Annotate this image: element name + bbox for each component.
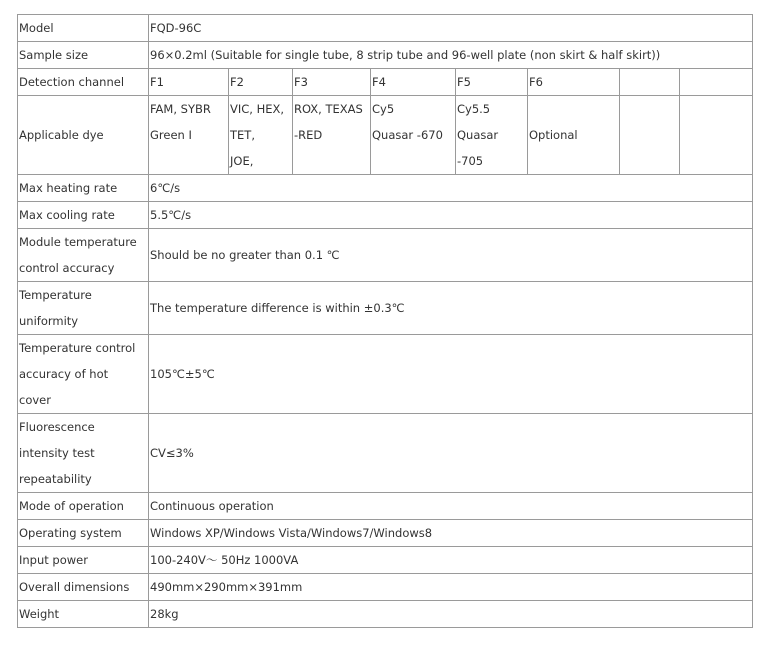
row-label: Applicable dye xyxy=(18,96,149,175)
row-value: FQD-96C xyxy=(149,15,753,42)
dye-f3-line-1: ROX, TEXAS xyxy=(294,102,363,116)
dye-empty-2 xyxy=(680,96,753,175)
table-row-max-heating-rate xyxy=(18,175,753,202)
row-value: CV≤3% xyxy=(149,414,753,493)
dye-f5-line-3: -705 xyxy=(457,154,484,168)
row-value: Continuous operation xyxy=(149,493,753,520)
dye-f4 xyxy=(371,96,456,175)
table-row-input-power xyxy=(18,547,753,574)
table-row-sample-size xyxy=(18,42,753,69)
dye-f2-line-1: VIC, HEX, xyxy=(230,102,285,116)
row-value: 28kg xyxy=(149,601,753,628)
dye-f1 xyxy=(149,96,229,175)
row-value: 5.5℃/s xyxy=(149,202,753,229)
dye-f4-line-1: Cy5 xyxy=(372,102,395,116)
dye-f2-line-2: TET, xyxy=(230,128,255,142)
row-label xyxy=(18,414,149,493)
row-label-line-1: Module temperature xyxy=(19,235,137,249)
row-label-line-1: Temperature control xyxy=(19,341,136,355)
dye-f1-line-2: Green I xyxy=(150,128,192,142)
row-label-line-1: Temperature xyxy=(19,288,92,302)
table-row-mode-of-operation xyxy=(18,493,753,520)
row-label-line-3: repeatability xyxy=(19,472,92,486)
row-label xyxy=(18,335,149,414)
row-label-line-1: Fluorescence xyxy=(19,420,95,434)
channel-empty-1 xyxy=(620,69,680,96)
row-label-line-2: control accuracy xyxy=(19,261,115,275)
dye-f5-line-1: Cy5.5 xyxy=(457,102,491,116)
row-label: Max heating rate xyxy=(18,175,149,202)
table-row-temperature-uniformity xyxy=(18,282,753,335)
channel-f6: F6 xyxy=(528,69,620,96)
row-label: Model xyxy=(18,15,149,42)
row-label xyxy=(18,282,149,335)
channel-empty-2 xyxy=(680,69,753,96)
row-label: Weight xyxy=(18,601,149,628)
dye-f2 xyxy=(229,96,293,175)
row-label: Max cooling rate xyxy=(18,202,149,229)
dye-f3 xyxy=(293,96,371,175)
row-label: Overall dimensions xyxy=(18,574,149,601)
row-value: 490mm×290mm×391mm xyxy=(149,574,753,601)
channel-f2: F2 xyxy=(229,69,293,96)
dye-f6: Optional xyxy=(528,96,620,175)
row-label-line-3: cover xyxy=(19,393,51,407)
row-label: Sample size xyxy=(18,42,149,69)
table-row-applicable-dye xyxy=(18,96,753,175)
table-row-detection-channel xyxy=(18,69,753,96)
table-row-module-temperature-accuracy xyxy=(18,229,753,282)
table-row-max-cooling-rate xyxy=(18,202,753,229)
row-label xyxy=(18,229,149,282)
row-value: Should be no greater than 0.1 ℃ xyxy=(149,229,753,282)
table-row-model xyxy=(18,15,753,42)
dye-f5-line-2: Quasar xyxy=(457,128,499,142)
row-label: Input power xyxy=(18,547,149,574)
row-label-line-2: accuracy of hot xyxy=(19,367,109,381)
row-value: 100-240V～ 50Hz 1000VA xyxy=(149,547,753,574)
row-label: Detection channel xyxy=(18,69,149,96)
table-row-weight xyxy=(18,601,753,628)
table-row-hot-cover-accuracy xyxy=(18,335,753,414)
row-value: 105℃±5℃ xyxy=(149,335,753,414)
row-value: Windows XP/Windows Vista/Windows7/Windows8 xyxy=(149,520,753,547)
channel-f4: F4 xyxy=(371,69,456,96)
table-row-operating-system xyxy=(18,520,753,547)
dye-f3-line-2: -RED xyxy=(294,128,323,142)
dye-f1-line-1: FAM, SYBR xyxy=(150,102,211,116)
channel-f1: F1 xyxy=(149,69,229,96)
dye-f4-line-2: Quasar -670 xyxy=(372,128,443,142)
row-value: The temperature difference is within ±0.3℃ xyxy=(149,282,753,335)
specification-table xyxy=(17,14,753,628)
table-row-overall-dimensions xyxy=(18,574,753,601)
row-value: 6℃/s xyxy=(149,175,753,202)
dye-f5 xyxy=(456,96,528,175)
row-label-line-2: uniformity xyxy=(19,314,79,328)
dye-f2-line-3: JOE, xyxy=(230,154,254,168)
row-label: Operating system xyxy=(18,520,149,547)
row-label-line-2: intensity test xyxy=(19,446,95,460)
channel-f3: F3 xyxy=(293,69,371,96)
table-row-fluorescence-repeatability xyxy=(18,414,753,493)
row-value: 96×0.2ml (Suitable for single tube, 8 strip tube and 96-well plate (non skirt & half skirt)) xyxy=(149,42,753,69)
dye-empty-1 xyxy=(620,96,680,175)
row-label: Mode of operation xyxy=(18,493,149,520)
channel-f5: F5 xyxy=(456,69,528,96)
